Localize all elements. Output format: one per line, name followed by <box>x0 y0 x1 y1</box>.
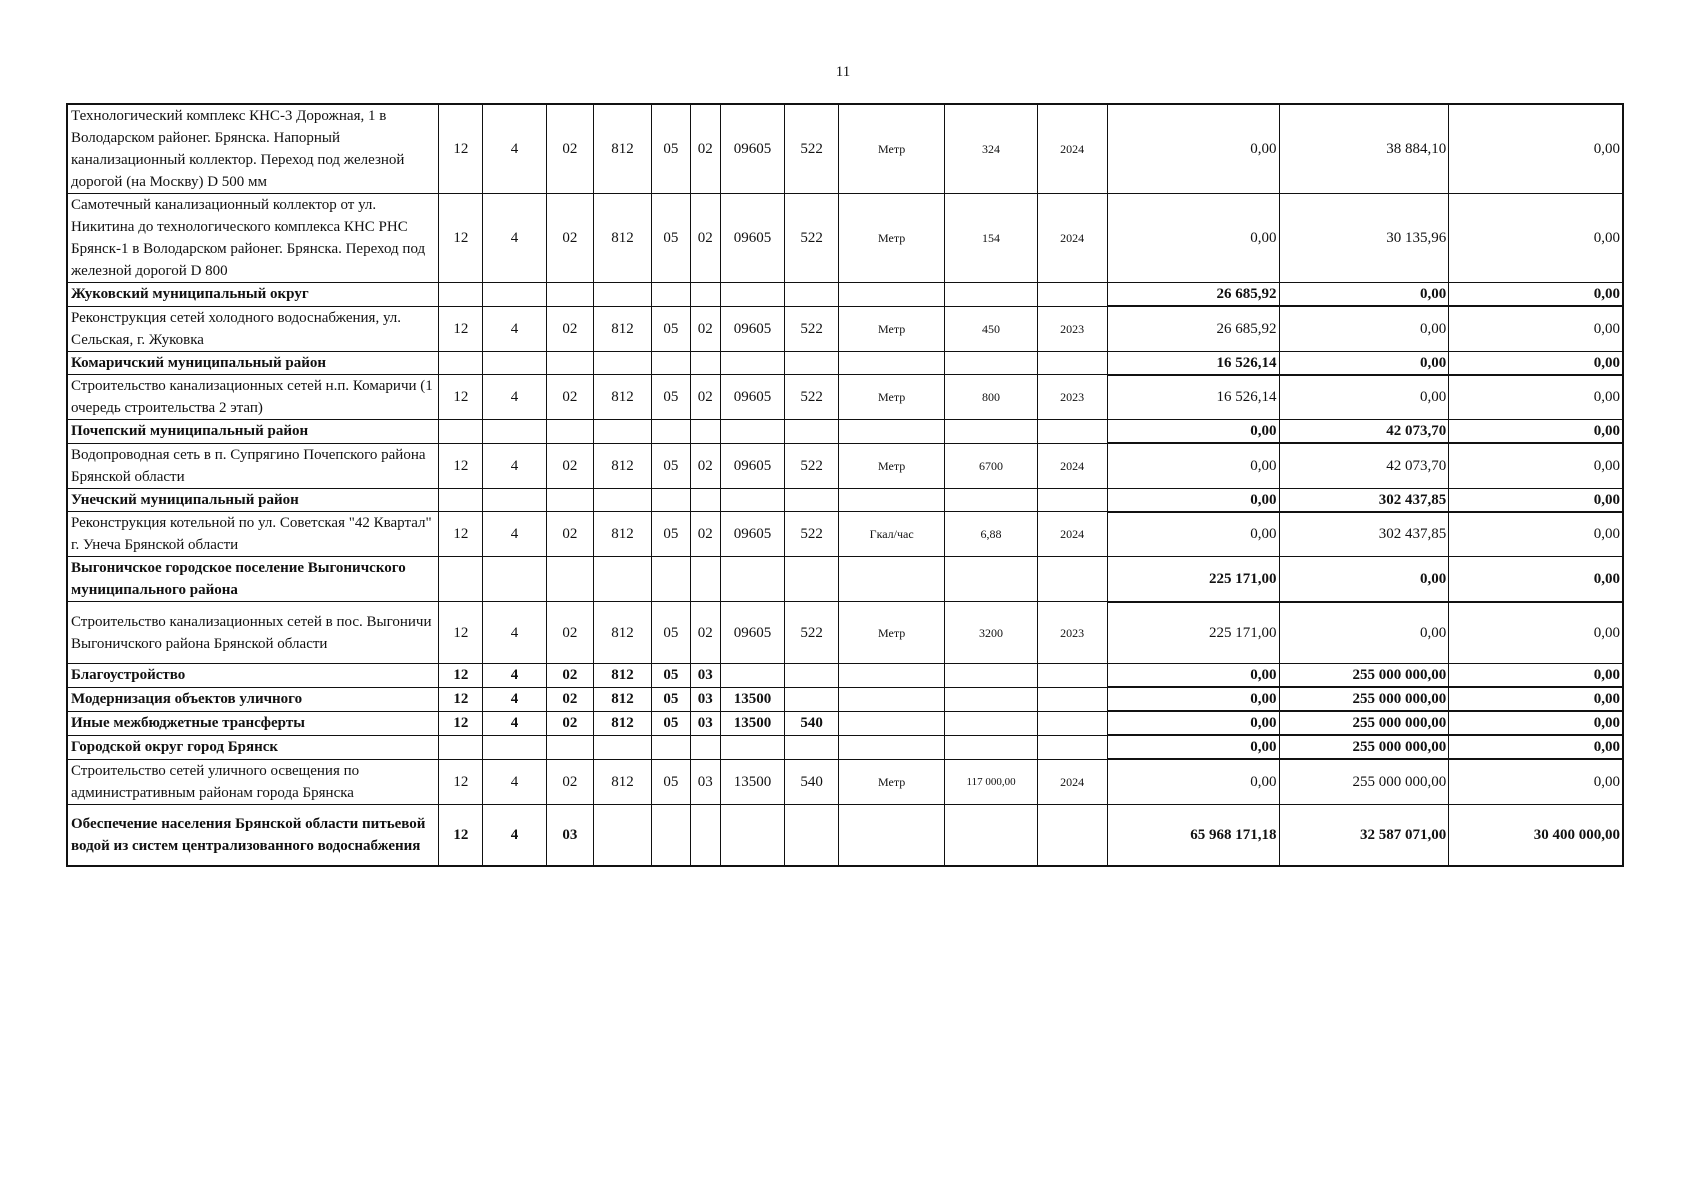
cell-code-5 <box>652 420 691 444</box>
cell-row-name: Реконструкция котельной по ул. Советская "42 Квартал" г. Унеча Брянской области <box>67 512 439 557</box>
table-row <box>67 804 1623 866</box>
cell-code-2: 4 <box>483 512 546 557</box>
cell-quantity <box>945 283 1037 307</box>
table-row <box>67 557 1623 602</box>
cell-amount-3: 0,00 <box>1449 194 1623 283</box>
table-row <box>67 283 1623 307</box>
cell-code-6: 03 <box>690 687 720 711</box>
cell-code-1: 12 <box>439 306 483 351</box>
cell-amount-1: 0,00 <box>1107 443 1279 488</box>
cell-code-8 <box>785 804 839 866</box>
cell-code-1: 12 <box>439 687 483 711</box>
cell-amount-1: 225 171,00 <box>1107 557 1279 602</box>
cell-code-7: 09605 <box>720 104 784 194</box>
cell-quantity <box>945 711 1037 735</box>
table-body <box>67 104 1623 866</box>
cell-code-8: 522 <box>785 194 839 283</box>
cell-year: 2024 <box>1037 104 1107 194</box>
cell-code-2: 4 <box>483 375 546 420</box>
cell-quantity: 800 <box>945 375 1037 420</box>
cell-row-name: Жуковский муниципальный округ <box>67 283 439 307</box>
cell-row-name: Технологический комплекс КНС-3 Дорожная, 1 в Володарском районег. Брянска. Напорный канализационный коллектор. Переход под железной дорогой (на Москву) D 500 мм <box>67 104 439 194</box>
cell-code-1: 12 <box>439 759 483 804</box>
cell-code-1: 12 <box>439 602 483 664</box>
cell-code-6: 02 <box>690 512 720 557</box>
cell-amount-3: 0,00 <box>1449 735 1623 759</box>
cell-amount-2: 255 000 000,00 <box>1279 687 1449 711</box>
cell-quantity: 6,88 <box>945 512 1037 557</box>
table-row <box>67 512 1623 557</box>
cell-code-8 <box>785 664 839 688</box>
cell-code-7: 09605 <box>720 512 784 557</box>
cell-code-2: 4 <box>483 602 546 664</box>
cell-code-5: 05 <box>652 664 691 688</box>
table-row <box>67 420 1623 444</box>
cell-amount-2: 0,00 <box>1279 375 1449 420</box>
cell-row-name: Самотечный канализационный коллектор от ул. Никитина до технологического комплекса КНС РНС Брянск-1 в Володарском районег. Брянска. Переход под железной дорогой D 800 <box>67 194 439 283</box>
cell-code-3: 02 <box>546 306 593 351</box>
cell-code-4 <box>594 420 652 444</box>
table-row <box>67 711 1623 735</box>
cell-amount-2: 32 587 071,00 <box>1279 804 1449 866</box>
table-row <box>67 194 1623 283</box>
cell-code-5: 05 <box>652 602 691 664</box>
cell-code-2 <box>483 488 546 512</box>
cell-code-4 <box>594 735 652 759</box>
cell-code-3: 02 <box>546 375 593 420</box>
cell-amount-2: 42 073,70 <box>1279 443 1449 488</box>
cell-code-7: 13500 <box>720 759 784 804</box>
cell-quantity <box>945 557 1037 602</box>
cell-code-4: 812 <box>594 664 652 688</box>
cell-code-3: 02 <box>546 443 593 488</box>
cell-code-4 <box>594 557 652 602</box>
cell-amount-1: 0,00 <box>1107 104 1279 194</box>
cell-year <box>1037 735 1107 759</box>
cell-code-1: 12 <box>439 711 483 735</box>
cell-code-5 <box>652 735 691 759</box>
cell-code-3: 02 <box>546 602 593 664</box>
cell-amount-2: 30 135,96 <box>1279 194 1449 283</box>
cell-amount-3: 0,00 <box>1449 664 1623 688</box>
cell-code-1: 12 <box>439 104 483 194</box>
cell-amount-1: 0,00 <box>1107 711 1279 735</box>
cell-code-5 <box>652 804 691 866</box>
cell-amount-1: 0,00 <box>1107 488 1279 512</box>
cell-code-5: 05 <box>652 104 691 194</box>
cell-amount-1: 0,00 <box>1107 664 1279 688</box>
cell-code-8 <box>785 735 839 759</box>
cell-code-2: 4 <box>483 664 546 688</box>
cell-unit <box>838 283 944 307</box>
cell-code-5: 05 <box>652 375 691 420</box>
cell-unit <box>838 664 944 688</box>
cell-code-8: 522 <box>785 443 839 488</box>
cell-row-name: Строительство сетей уличного освещения по административным районам города Брянска <box>67 759 439 804</box>
cell-code-1 <box>439 735 483 759</box>
cell-code-1 <box>439 351 483 375</box>
cell-code-5 <box>652 557 691 602</box>
cell-unit <box>838 488 944 512</box>
cell-code-6: 03 <box>690 759 720 804</box>
cell-year: 2024 <box>1037 194 1107 283</box>
cell-year <box>1037 420 1107 444</box>
cell-code-2 <box>483 735 546 759</box>
cell-amount-1: 0,00 <box>1107 420 1279 444</box>
cell-unit: Метр <box>838 375 944 420</box>
table-row <box>67 687 1623 711</box>
cell-amount-1: 225 171,00 <box>1107 602 1279 664</box>
cell-amount-3: 30 400 000,00 <box>1449 804 1623 866</box>
cell-code-1: 12 <box>439 664 483 688</box>
cell-amount-1: 0,00 <box>1107 735 1279 759</box>
cell-amount-3: 0,00 <box>1449 420 1623 444</box>
cell-code-5: 05 <box>652 194 691 283</box>
cell-amount-2: 38 884,10 <box>1279 104 1449 194</box>
cell-code-7 <box>720 664 784 688</box>
cell-code-8 <box>785 420 839 444</box>
cell-code-8 <box>785 488 839 512</box>
cell-amount-2: 42 073,70 <box>1279 420 1449 444</box>
cell-year <box>1037 283 1107 307</box>
cell-row-name: Модернизация объектов уличного <box>67 687 439 711</box>
cell-code-4 <box>594 488 652 512</box>
cell-row-name: Строительство канализационных сетей н.п. Комаричи (1 очередь строительства 2 этап) <box>67 375 439 420</box>
cell-code-7 <box>720 351 784 375</box>
cell-amount-1: 16 526,14 <box>1107 375 1279 420</box>
cell-code-2 <box>483 557 546 602</box>
cell-code-1: 12 <box>439 194 483 283</box>
cell-code-1 <box>439 488 483 512</box>
cell-amount-2: 255 000 000,00 <box>1279 711 1449 735</box>
cell-amount-3: 0,00 <box>1449 443 1623 488</box>
cell-amount-3: 0,00 <box>1449 104 1623 194</box>
cell-code-3: 02 <box>546 664 593 688</box>
cell-code-5: 05 <box>652 443 691 488</box>
cell-unit <box>838 420 944 444</box>
cell-code-7 <box>720 735 784 759</box>
cell-row-name: Унечский муниципальный район <box>67 488 439 512</box>
cell-code-6: 02 <box>690 104 720 194</box>
cell-code-3: 02 <box>546 759 593 804</box>
cell-code-3 <box>546 351 593 375</box>
cell-code-6 <box>690 488 720 512</box>
cell-unit <box>838 804 944 866</box>
cell-unit: Метр <box>838 759 944 804</box>
cell-quantity: 117 000,00 <box>945 759 1037 804</box>
cell-row-name: Городской округ город Брянск <box>67 735 439 759</box>
cell-code-5: 05 <box>652 759 691 804</box>
cell-code-1: 12 <box>439 443 483 488</box>
cell-quantity: 6700 <box>945 443 1037 488</box>
cell-amount-1: 26 685,92 <box>1107 283 1279 307</box>
cell-year: 2024 <box>1037 512 1107 557</box>
cell-code-6 <box>690 283 720 307</box>
cell-amount-2: 0,00 <box>1279 306 1449 351</box>
cell-quantity <box>945 804 1037 866</box>
cell-code-2: 4 <box>483 306 546 351</box>
cell-year <box>1037 488 1107 512</box>
cell-amount-1: 65 968 171,18 <box>1107 804 1279 866</box>
cell-code-1 <box>439 420 483 444</box>
cell-code-8: 540 <box>785 759 839 804</box>
cell-code-7: 09605 <box>720 443 784 488</box>
cell-code-4: 812 <box>594 711 652 735</box>
cell-year <box>1037 351 1107 375</box>
cell-code-5 <box>652 351 691 375</box>
cell-code-2: 4 <box>483 194 546 283</box>
cell-code-3: 03 <box>546 804 593 866</box>
cell-code-8 <box>785 283 839 307</box>
cell-code-2: 4 <box>483 711 546 735</box>
cell-amount-1: 0,00 <box>1107 687 1279 711</box>
cell-code-5: 05 <box>652 512 691 557</box>
cell-row-name: Выгоничское городское поселение Выгоничского муниципального района <box>67 557 439 602</box>
cell-code-3: 02 <box>546 687 593 711</box>
cell-year: 2024 <box>1037 759 1107 804</box>
cell-amount-3: 0,00 <box>1449 351 1623 375</box>
cell-code-1: 12 <box>439 804 483 866</box>
cell-amount-2: 0,00 <box>1279 602 1449 664</box>
cell-code-2: 4 <box>483 804 546 866</box>
table-row <box>67 602 1623 664</box>
cell-amount-2: 255 000 000,00 <box>1279 664 1449 688</box>
table-row <box>67 664 1623 688</box>
cell-amount-2: 0,00 <box>1279 351 1449 375</box>
cell-row-name: Благоустройство <box>67 664 439 688</box>
cell-code-2: 4 <box>483 687 546 711</box>
cell-code-5 <box>652 488 691 512</box>
cell-code-6: 02 <box>690 194 720 283</box>
cell-code-5: 05 <box>652 711 691 735</box>
cell-code-7 <box>720 804 784 866</box>
cell-year: 2024 <box>1037 443 1107 488</box>
cell-code-2 <box>483 351 546 375</box>
cell-code-4: 812 <box>594 759 652 804</box>
cell-code-3 <box>546 488 593 512</box>
cell-code-2 <box>483 283 546 307</box>
cell-amount-2: 0,00 <box>1279 557 1449 602</box>
cell-unit <box>838 711 944 735</box>
table-row <box>67 735 1623 759</box>
table-row <box>67 488 1623 512</box>
cell-code-4: 812 <box>594 687 652 711</box>
table-row <box>67 306 1623 351</box>
cell-code-6 <box>690 557 720 602</box>
cell-amount-3: 0,00 <box>1449 602 1623 664</box>
cell-code-3: 02 <box>546 194 593 283</box>
cell-code-4: 812 <box>594 104 652 194</box>
cell-unit <box>838 557 944 602</box>
cell-unit: Метр <box>838 194 944 283</box>
cell-amount-1: 0,00 <box>1107 759 1279 804</box>
cell-year <box>1037 687 1107 711</box>
cell-unit: Метр <box>838 443 944 488</box>
cell-unit: Метр <box>838 104 944 194</box>
cell-code-4 <box>594 804 652 866</box>
cell-amount-3: 0,00 <box>1449 687 1623 711</box>
cell-amount-2: 255 000 000,00 <box>1279 759 1449 804</box>
cell-unit: Метр <box>838 306 944 351</box>
cell-row-name: Строительство канализационных сетей в пос. Выгоничи Выгоничского района Брянской области <box>67 602 439 664</box>
cell-code-6: 02 <box>690 602 720 664</box>
cell-code-2 <box>483 420 546 444</box>
cell-code-6 <box>690 804 720 866</box>
cell-row-name: Водопроводная сеть в п. Супрягино Почепского района Брянской области <box>67 443 439 488</box>
cell-amount-1: 26 685,92 <box>1107 306 1279 351</box>
cell-code-4 <box>594 283 652 307</box>
budget-table <box>66 103 1624 867</box>
cell-unit <box>838 687 944 711</box>
cell-amount-1: 16 526,14 <box>1107 351 1279 375</box>
cell-amount-3: 0,00 <box>1449 557 1623 602</box>
cell-unit: Гкал/час <box>838 512 944 557</box>
cell-code-2: 4 <box>483 443 546 488</box>
cell-code-7: 09605 <box>720 375 784 420</box>
cell-amount-3: 0,00 <box>1449 711 1623 735</box>
cell-code-1: 12 <box>439 375 483 420</box>
cell-code-7 <box>720 557 784 602</box>
cell-code-5: 05 <box>652 306 691 351</box>
cell-code-8 <box>785 351 839 375</box>
cell-code-4: 812 <box>594 194 652 283</box>
cell-code-8: 522 <box>785 512 839 557</box>
cell-amount-1: 0,00 <box>1107 194 1279 283</box>
cell-row-name: Комаричский муниципальный район <box>67 351 439 375</box>
cell-amount-3: 0,00 <box>1449 306 1623 351</box>
cell-code-8: 522 <box>785 306 839 351</box>
cell-amount-2: 0,00 <box>1279 283 1449 307</box>
cell-year <box>1037 664 1107 688</box>
cell-year <box>1037 804 1107 866</box>
cell-amount-2: 302 437,85 <box>1279 512 1449 557</box>
cell-code-7: 09605 <box>720 194 784 283</box>
cell-quantity: 450 <box>945 306 1037 351</box>
cell-code-4: 812 <box>594 375 652 420</box>
cell-quantity: 154 <box>945 194 1037 283</box>
cell-code-2: 4 <box>483 104 546 194</box>
cell-code-5: 05 <box>652 687 691 711</box>
cell-code-7 <box>720 283 784 307</box>
cell-code-4 <box>594 351 652 375</box>
cell-code-2: 4 <box>483 759 546 804</box>
cell-code-7: 09605 <box>720 602 784 664</box>
cell-code-3: 02 <box>546 711 593 735</box>
cell-year: 2023 <box>1037 602 1107 664</box>
cell-code-7: 13500 <box>720 687 784 711</box>
cell-amount-3: 0,00 <box>1449 283 1623 307</box>
cell-code-4: 812 <box>594 602 652 664</box>
table-row <box>67 351 1623 375</box>
cell-code-8: 540 <box>785 711 839 735</box>
cell-code-6: 02 <box>690 306 720 351</box>
cell-unit: Метр <box>838 602 944 664</box>
cell-code-7 <box>720 488 784 512</box>
cell-row-name: Реконструкция сетей холодного водоснабжения, ул. Сельская, г. Жуковка <box>67 306 439 351</box>
cell-amount-3: 0,00 <box>1449 375 1623 420</box>
cell-code-6 <box>690 351 720 375</box>
cell-amount-1: 0,00 <box>1107 512 1279 557</box>
cell-code-3: 02 <box>546 104 593 194</box>
cell-year <box>1037 711 1107 735</box>
cell-row-name: Иные межбюджетные трансферты <box>67 711 439 735</box>
cell-quantity <box>945 664 1037 688</box>
table-row <box>67 104 1623 194</box>
cell-unit <box>838 351 944 375</box>
page-number: 11 <box>835 64 851 80</box>
cell-code-6: 02 <box>690 443 720 488</box>
cell-code-1 <box>439 283 483 307</box>
cell-code-3 <box>546 420 593 444</box>
cell-code-6: 02 <box>690 375 720 420</box>
cell-amount-3: 0,00 <box>1449 488 1623 512</box>
cell-quantity: 324 <box>945 104 1037 194</box>
cell-code-4: 812 <box>594 306 652 351</box>
cell-quantity <box>945 420 1037 444</box>
cell-code-3 <box>546 557 593 602</box>
table-row <box>67 375 1623 420</box>
cell-amount-2: 255 000 000,00 <box>1279 735 1449 759</box>
table-row <box>67 443 1623 488</box>
cell-code-6 <box>690 420 720 444</box>
cell-year <box>1037 557 1107 602</box>
cell-code-5 <box>652 283 691 307</box>
cell-unit <box>838 735 944 759</box>
cell-code-6: 03 <box>690 664 720 688</box>
cell-code-3 <box>546 283 593 307</box>
cell-code-6: 03 <box>690 711 720 735</box>
cell-code-3 <box>546 735 593 759</box>
cell-year: 2023 <box>1037 306 1107 351</box>
cell-code-4: 812 <box>594 512 652 557</box>
cell-code-8 <box>785 557 839 602</box>
cell-quantity <box>945 735 1037 759</box>
cell-code-1: 12 <box>439 512 483 557</box>
cell-code-4: 812 <box>594 443 652 488</box>
cell-quantity <box>945 488 1037 512</box>
cell-code-3: 02 <box>546 512 593 557</box>
cell-code-6 <box>690 735 720 759</box>
cell-amount-2: 302 437,85 <box>1279 488 1449 512</box>
cell-row-name: Обеспечение населения Брянской области питьевой водой из систем централизованного водоснабжения <box>67 804 439 866</box>
cell-code-7 <box>720 420 784 444</box>
cell-amount-3: 0,00 <box>1449 759 1623 804</box>
cell-row-name: Почепский муниципальный район <box>67 420 439 444</box>
cell-code-8: 522 <box>785 104 839 194</box>
cell-code-7: 09605 <box>720 306 784 351</box>
table-row <box>67 759 1623 804</box>
cell-code-8: 522 <box>785 602 839 664</box>
cell-code-8: 522 <box>785 375 839 420</box>
cell-quantity: 3200 <box>945 602 1037 664</box>
cell-code-1 <box>439 557 483 602</box>
cell-code-7: 13500 <box>720 711 784 735</box>
cell-amount-3: 0,00 <box>1449 512 1623 557</box>
cell-quantity <box>945 351 1037 375</box>
cell-code-8 <box>785 687 839 711</box>
cell-quantity <box>945 687 1037 711</box>
cell-year: 2023 <box>1037 375 1107 420</box>
